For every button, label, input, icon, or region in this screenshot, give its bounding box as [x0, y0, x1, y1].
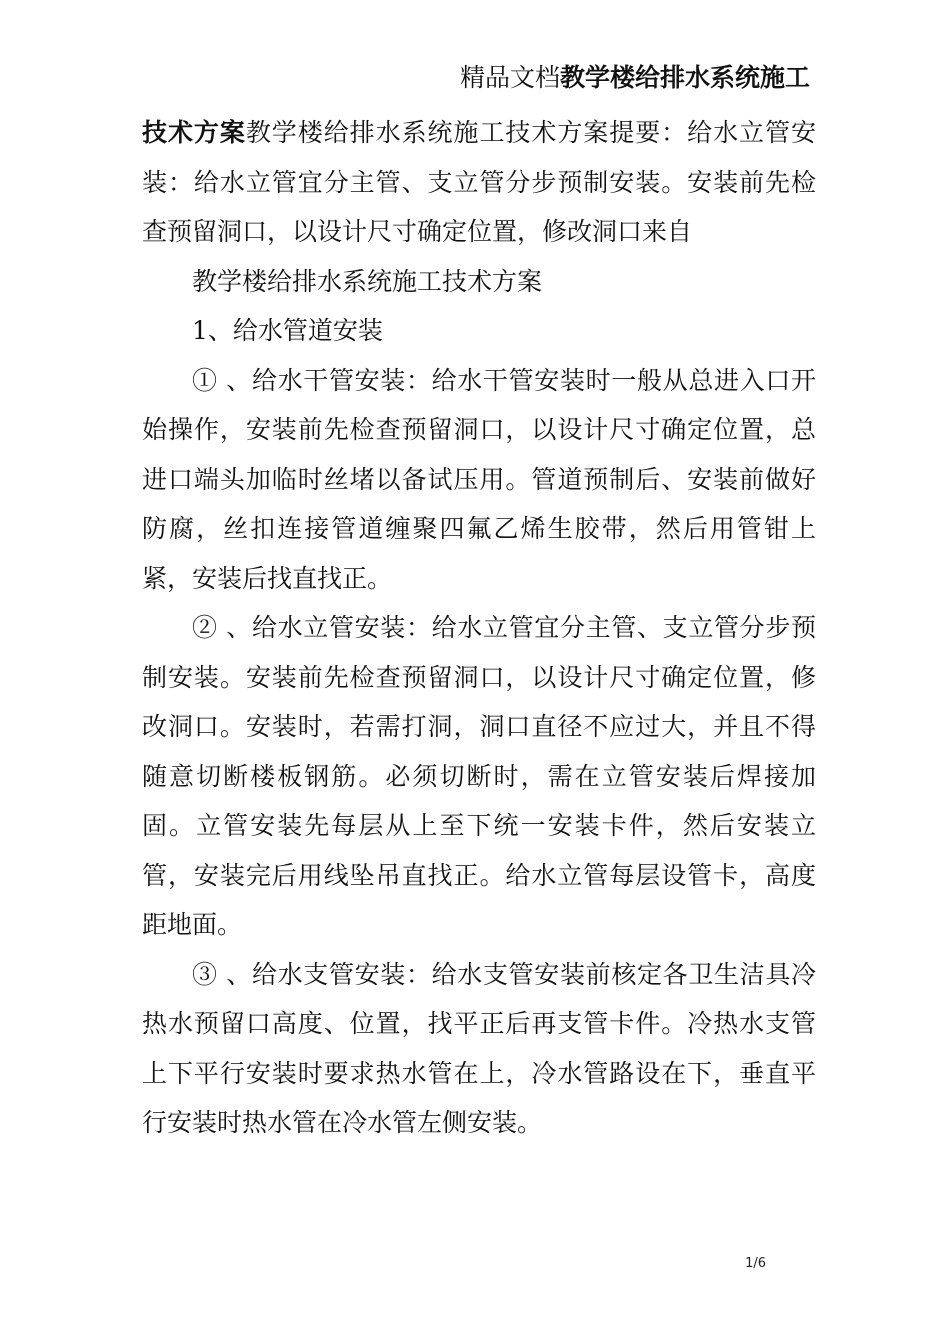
summary-paragraph: [142, 108, 816, 257]
paragraph-branch-pipe: ③ 、给水支管安装：给水支管安装前核定各卫生洁具冷热水预留口高度、位置，找平正后再支管卡件。冷热水支管上下平行安装时要求热水管在上，冷水管路设在下，垂直平行安装时热水管在冷水管左侧安装。: [142, 959, 816, 1137]
header-prefix: 精品文档: [459, 63, 560, 92]
summary-text: 教学楼给排水系统施工技术方案提要：给水立管安装：给水立管宜分主管、支立管分步预制安装。安装前先检查预留洞口，以设计尺寸确定位置，修改洞口来自: [142, 118, 816, 246]
section-heading: 1、给水管道安装: [192, 316, 383, 345]
header-line: [142, 58, 810, 98]
doc-title: 教学楼给排水系统施工技术方案: [192, 266, 543, 296]
paragraph-main-pipe: ① 、给水干管安装：给水干管安装时一般从总进入口开始操作，安装前先检查预留洞口，以设计尺寸确定位置，总进口端头加临时丝堵以备试压用。管道预制后、安装前做好防腐，丝扣连接管道缠聚四氟乙烯生胶带，然后用管钳上紧，安装后找直找正。: [142, 365, 816, 593]
document-body: [142, 108, 816, 1148]
paragraph-riser-pipe: ② 、给水立管安装：给水立管宜分主管、支立管分步预制安装。安装前先检查预留洞口，以设计尺寸确定位置，修改洞口。安装时，若需打洞，洞口直径不应过大，并且不得随意切断楼板钢筋。必须切断时，需在立管安装后焊接加固。立管安装先每层从上至下统一安装卡件，然后安装立管，安装完后用线坠吊直找正。给水立管每层设管卡，高度距地面。: [142, 613, 816, 939]
page-number: 1/6: [745, 1256, 766, 1271]
header-title: 教学楼给排水系统施工: [559, 63, 810, 92]
summary-title: 技术方案: [142, 118, 246, 147]
